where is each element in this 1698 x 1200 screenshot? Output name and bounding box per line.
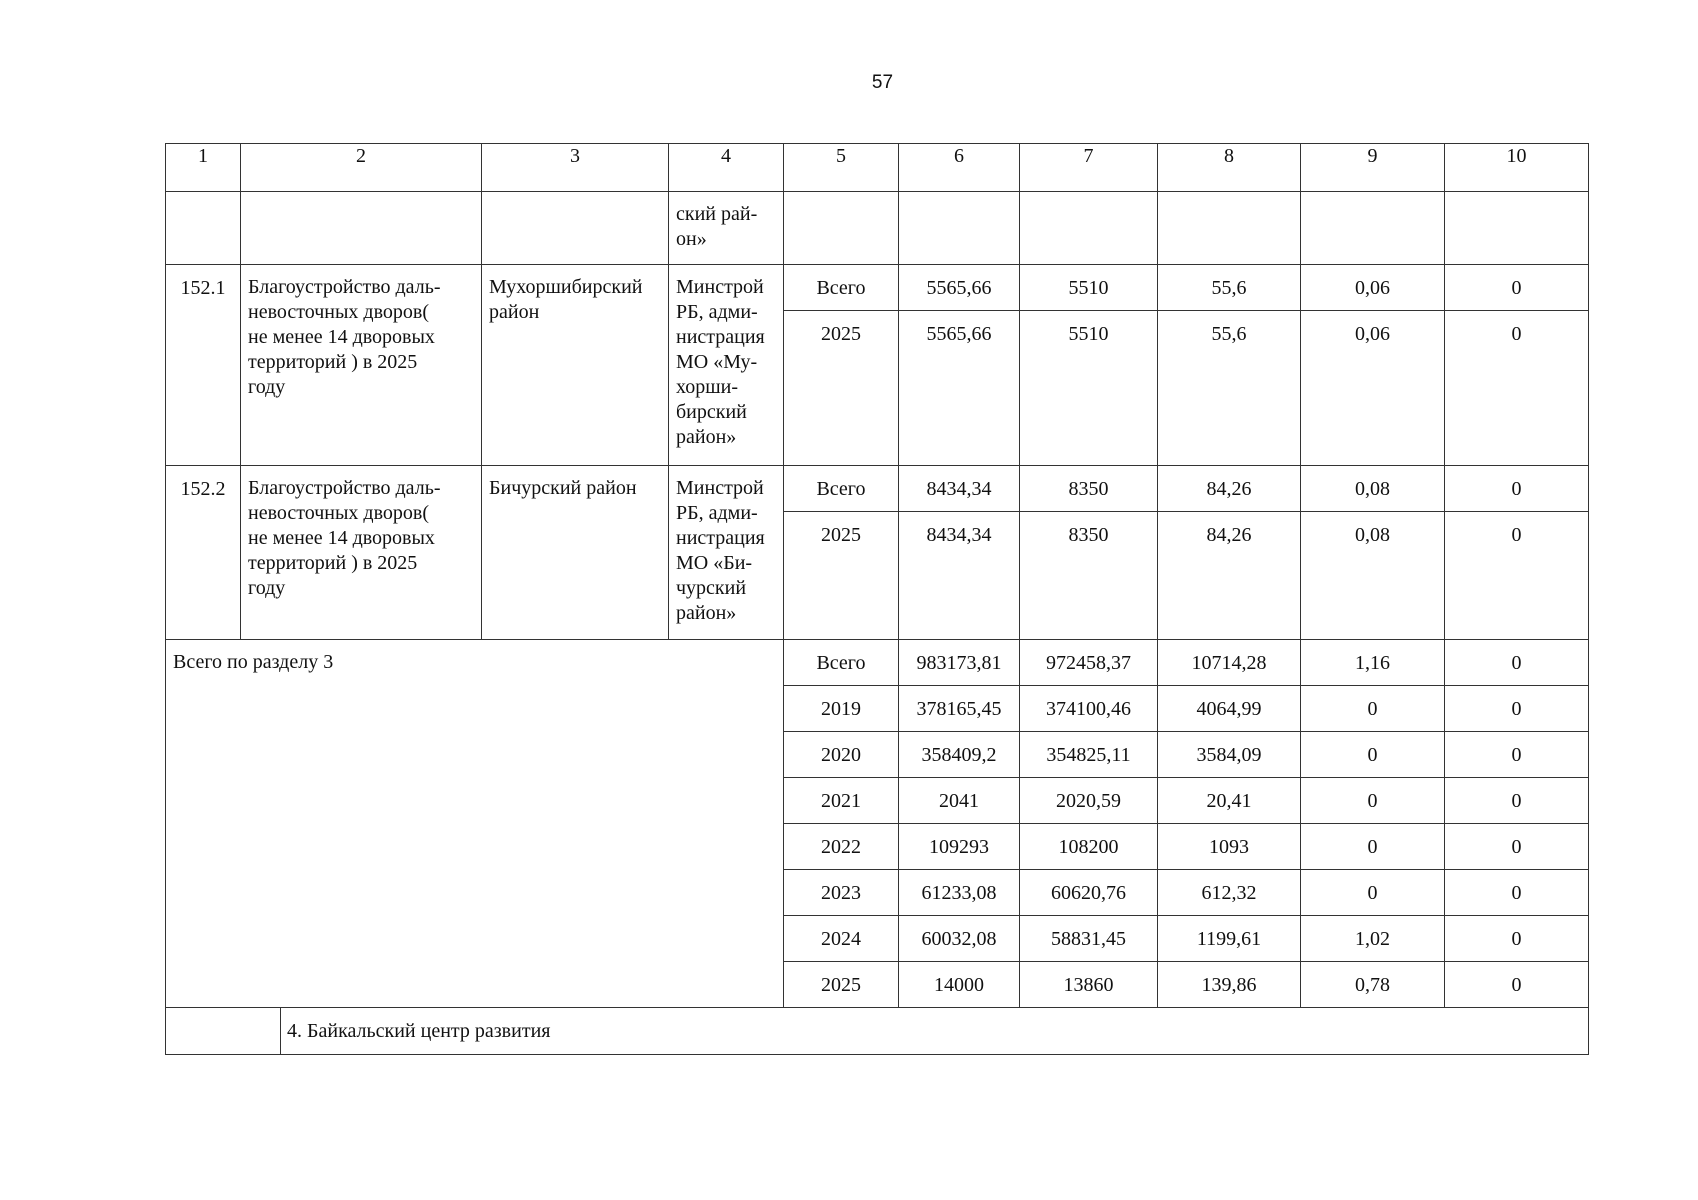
value-cell: 358409,2 — [899, 732, 1020, 778]
value-cell: 55,6 — [1158, 265, 1301, 311]
period-cell: Всего — [784, 640, 899, 686]
column-number-row — [166, 144, 1589, 192]
value-cell: 374100,46 — [1020, 686, 1158, 732]
value-cell: 4064,99 — [1158, 686, 1301, 732]
value-cell: 108200 — [1020, 824, 1158, 870]
value-cell: 0 — [1445, 962, 1589, 1008]
period-cell: 2019 — [784, 686, 899, 732]
value-cell: 0 — [1445, 640, 1589, 686]
column-number-cell: 5 — [784, 144, 899, 192]
value-cell: 1,16 — [1301, 640, 1445, 686]
period-cell: 2024 — [784, 916, 899, 962]
value-cell: 0 — [1445, 916, 1589, 962]
value-cell: 5510 — [1020, 311, 1158, 466]
period-cell: 2025 — [784, 311, 899, 466]
value-cell: 20,41 — [1158, 778, 1301, 824]
value-cell: 5565,66 — [899, 265, 1020, 311]
value-cell: 58831,45 — [1020, 916, 1158, 962]
activity-name-cell: Благоустройство даль- невосточных дворов( не менее 14 дворовых территорий ) в 2025 году — [241, 466, 482, 640]
table-row — [166, 466, 1589, 512]
period-cell: 2023 — [784, 870, 899, 916]
value-cell: 0 — [1445, 778, 1589, 824]
value-cell: 0 — [1301, 732, 1445, 778]
value-cell: 0 — [1445, 311, 1589, 466]
value-cell: 0 — [1301, 870, 1445, 916]
section-heading-row — [166, 1008, 1589, 1055]
value-cell: 109293 — [899, 824, 1020, 870]
value-cell: 0,06 — [1301, 265, 1445, 311]
value-cell: 55,6 — [1158, 311, 1301, 466]
value-cell: 2041 — [899, 778, 1020, 824]
value-cell: 0,78 — [1301, 962, 1445, 1008]
value-cell: 5510 — [1020, 265, 1158, 311]
value-cell: 0 — [1445, 824, 1589, 870]
value-cell: 0 — [1445, 686, 1589, 732]
value-cell: 0 — [1301, 686, 1445, 732]
executor-cell: Минстрой РБ, адми- нистрация МО «Би- чурский район» — [669, 466, 784, 640]
value-cell: 983173,81 — [899, 640, 1020, 686]
value-cell: 0 — [1301, 824, 1445, 870]
value-cell: 2020,59 — [1020, 778, 1158, 824]
value-cell: 354825,11 — [1020, 732, 1158, 778]
value-cell: 972458,37 — [1020, 640, 1158, 686]
period-cell: 2022 — [784, 824, 899, 870]
value-cell: 13860 — [1020, 962, 1158, 1008]
value-cell: 139,86 — [1158, 962, 1301, 1008]
value-cell: 0 — [1445, 870, 1589, 916]
column-number-cell: 4 — [669, 144, 784, 192]
row-id-cell: 152.2 — [166, 466, 241, 640]
column-number-cell: 2 — [241, 144, 482, 192]
section-heading: 4. Байкальский центр развития — [287, 1020, 551, 1042]
value-cell: 8434,34 — [899, 466, 1020, 512]
value-cell: 84,26 — [1158, 466, 1301, 512]
value-cell: 0 — [1301, 778, 1445, 824]
value-cell: 1093 — [1158, 824, 1301, 870]
column-number-cell: 7 — [1020, 144, 1158, 192]
value-cell: 1,02 — [1301, 916, 1445, 962]
district-cell: Мухоршибирский район — [482, 265, 669, 466]
value-cell: 0,06 — [1301, 311, 1445, 466]
column-number-cell: 10 — [1445, 144, 1589, 192]
column-number-cell: 1 — [166, 144, 241, 192]
value-cell: 0 — [1445, 732, 1589, 778]
column-number-cell: 3 — [482, 144, 669, 192]
value-cell: 14000 — [899, 962, 1020, 1008]
period-cell: Всего — [784, 466, 899, 512]
budget-table — [165, 143, 1589, 1055]
continuation-row — [166, 192, 1589, 265]
row-id-cell: 152.1 — [166, 265, 241, 466]
value-cell: 378165,45 — [899, 686, 1020, 732]
value-cell: 0 — [1445, 512, 1589, 640]
value-cell: 61233,08 — [899, 870, 1020, 916]
value-cell: 0 — [1445, 265, 1589, 311]
value-cell: 10714,28 — [1158, 640, 1301, 686]
period-cell: 2021 — [784, 778, 899, 824]
period-cell: 2020 — [784, 732, 899, 778]
table-row — [166, 265, 1589, 311]
period-cell: 2025 — [784, 512, 899, 640]
column-number-cell: 8 — [1158, 144, 1301, 192]
value-cell: 0,08 — [1301, 466, 1445, 512]
value-cell: 3584,09 — [1158, 732, 1301, 778]
executor-cell: ский рай- он» — [669, 192, 784, 265]
page-number: 57 — [871, 72, 894, 93]
value-cell: 5565,66 — [899, 311, 1020, 466]
value-cell: 60032,08 — [899, 916, 1020, 962]
value-cell: 60620,76 — [1020, 870, 1158, 916]
period-cell: 2025 — [784, 962, 899, 1008]
value-cell: 8434,34 — [899, 512, 1020, 640]
value-cell: 0,08 — [1301, 512, 1445, 640]
value-cell: 1199,61 — [1158, 916, 1301, 962]
total-label-cell: Всего по разделу 3 — [166, 640, 784, 1008]
value-cell: 8350 — [1020, 466, 1158, 512]
executor-cell: Минстрой РБ, адми- нистрация МО «Му- хорши- бирский район» — [669, 265, 784, 466]
value-cell: 612,32 — [1158, 870, 1301, 916]
value-cell: 0 — [1445, 466, 1589, 512]
column-number-cell: 9 — [1301, 144, 1445, 192]
column-number-cell: 6 — [899, 144, 1020, 192]
value-cell: 84,26 — [1158, 512, 1301, 640]
total-row — [166, 640, 1589, 686]
period-cell: Всего — [784, 265, 899, 311]
district-cell: Бичурский район — [482, 466, 669, 640]
activity-name-cell: Благоустройство даль- невосточных дворов( не менее 14 дворовых территорий ) в 2025 году — [241, 265, 482, 466]
value-cell: 8350 — [1020, 512, 1158, 640]
